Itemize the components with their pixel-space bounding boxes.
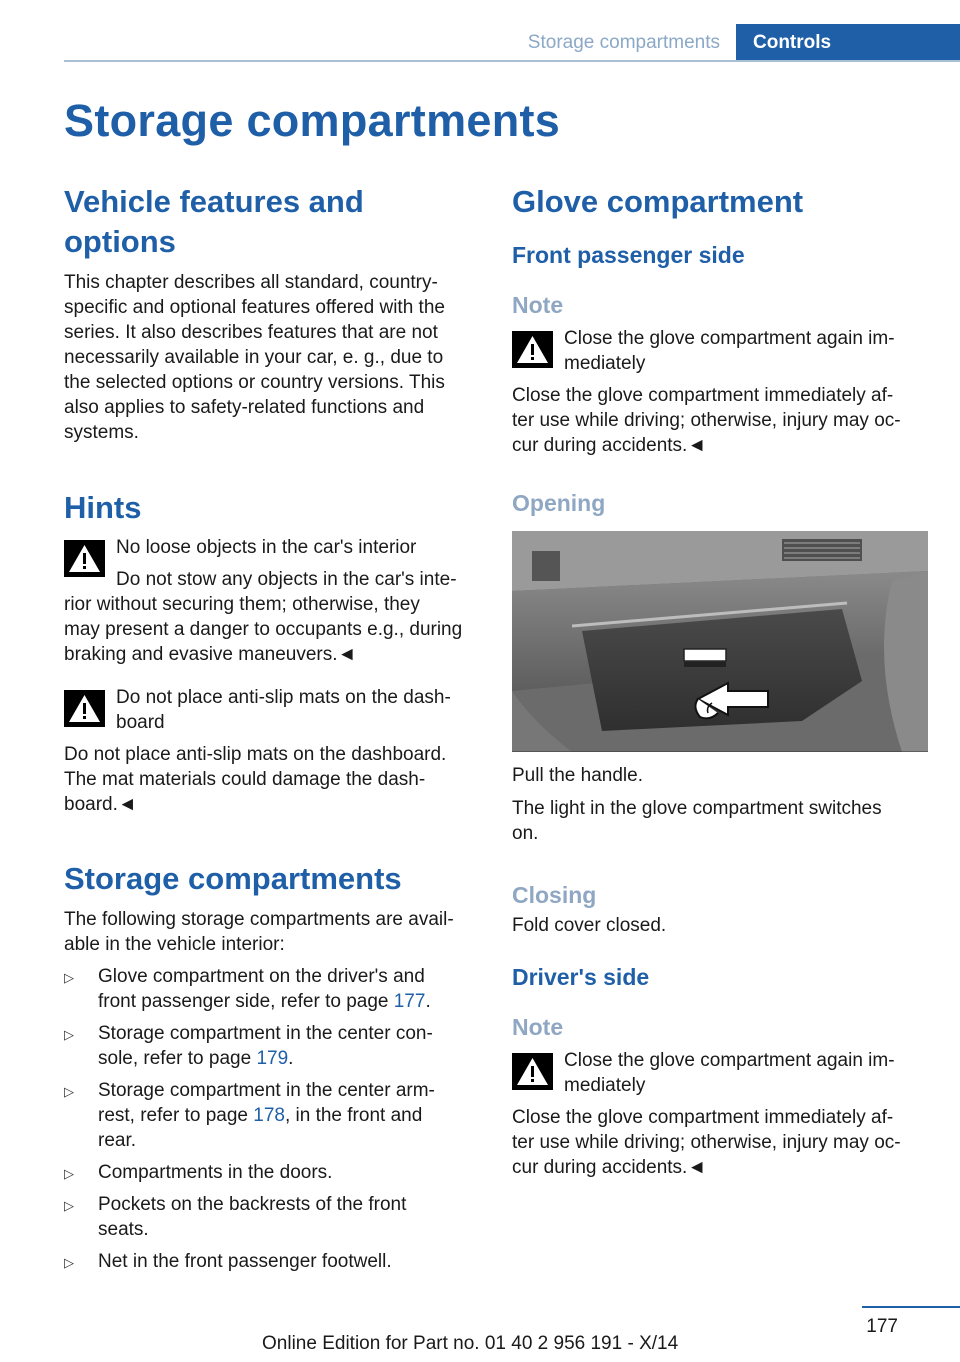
- warning-triangle-icon: [512, 1053, 553, 1090]
- header-section-title: Storage compartments: [527, 32, 720, 53]
- warning-loose-objects-text: rior without securing them; otherwise, they may present a danger to occupants e.g., during braking and evasive maneuvers.◄: [64, 594, 463, 665]
- footer-divider: [862, 1306, 960, 1308]
- bullet-triangle-icon: ▷: [64, 1198, 74, 1213]
- list-item: ▷ Net in the front passenger footwell.: [64, 1249, 484, 1274]
- closing-text: Fold cover closed.: [512, 915, 667, 936]
- bullet-triangle-icon: ▷: [64, 1255, 74, 1270]
- bullet-triangle-icon: ▷: [64, 1166, 74, 1181]
- heading-drivers-side: Driver's side: [512, 964, 650, 990]
- heading-note: Note: [512, 292, 564, 318]
- warning-triangle-icon: [64, 540, 105, 577]
- right-column: [512, 182, 930, 1180]
- heading-hints: Hints: [64, 490, 142, 525]
- heading-front-passenger-side: Front passenger side: [512, 242, 745, 268]
- header-divider: [64, 60, 960, 62]
- warning-close-text: Close the glove compartment immediately af- ter use while driving; otherwise, injury may oc- cur during accidents.◄: [512, 385, 901, 456]
- page-link-178[interactable]: 178: [253, 1105, 285, 1126]
- glove-compartment-illustration: [512, 531, 928, 752]
- warning-anti-slip-text: Do not place anti-slip mats on the dashboard. The mat materials could damage the dash- board.◄: [64, 744, 447, 815]
- warning-loose-objects: No loose objects in the car's interior Do not stow any objects in the car's inte-: [64, 535, 484, 592]
- left-column: [64, 182, 484, 1281]
- list-item: ▷ Glove compartment on the driver's and front passenger side, refer to page 177.: [64, 966, 431, 1012]
- heading-glove-compartment: Glove compartment: [512, 184, 804, 219]
- warning-close-glove-compartment: Close the glove compartment again im- mediately: [512, 326, 930, 376]
- header-chapter-tab[interactable]: Controls: [736, 24, 960, 61]
- heading-storage-compartments: Storage compartments: [64, 861, 402, 896]
- glove-compartment-image: [512, 531, 928, 752]
- warning-triangle-icon: [64, 690, 105, 727]
- warning-anti-slip-mats: Do not place anti-slip mats on the dash- board: [64, 685, 484, 735]
- list-item: ▷ Compartments in the doors.: [64, 1160, 484, 1185]
- vehicle-features-text: This chapter describes all standard, country- specific and optional features offered with the series. It also describes features that are not necessarily available in your car, e. g., due to the selected options or country versions. This also applies to safety-related functions and systems.: [64, 272, 445, 443]
- page-number: 177: [866, 1316, 898, 1337]
- opening-light-text: The light in the glove compartment switches on.: [512, 798, 882, 844]
- heading-note: Note: [512, 1014, 564, 1040]
- page-link-179[interactable]: 179: [256, 1048, 289, 1069]
- heading-opening: Opening: [512, 490, 606, 516]
- warning-close-glove-compartment-driver: Close the glove compartment again im- mediately: [512, 1048, 930, 1098]
- list-item: ▷ Pockets on the backrests of the front seats.: [64, 1194, 407, 1240]
- opening-step-pull-handle: Pull the handle.: [512, 765, 643, 786]
- page-link-177[interactable]: 177: [393, 991, 426, 1012]
- bullet-triangle-icon: ▷: [64, 1084, 74, 1099]
- warning-close-driver-text: Close the glove compartment immediately af- ter use while driving; otherwise, injury may oc- cur during accidents.◄: [512, 1107, 901, 1178]
- heading-closing: Closing: [512, 882, 597, 908]
- warning-title: No loose objects in the car's interior: [116, 537, 417, 558]
- storage-intro: The following storage compartments are avail- able in the vehicle interior:: [64, 909, 454, 955]
- page-title: Storage compartments: [64, 95, 561, 146]
- warning-triangle-icon: [512, 331, 553, 368]
- footer-edition: Online Edition for Part no. 01 40 2 956 191 - X/14: [262, 1333, 679, 1354]
- bullet-triangle-icon: ▷: [64, 1027, 74, 1042]
- list-item: ▷ Storage compartment in the center arm- rest, refer to page 178, in the front and rear.: [64, 1080, 435, 1151]
- heading-vehicle-features: Vehicle features and options: [64, 184, 364, 259]
- storage-list: [64, 964, 484, 1274]
- bullet-triangle-icon: ▷: [64, 970, 74, 985]
- list-item: ▷ Storage compartment in the center con- sole, refer to page 179.: [64, 1023, 433, 1069]
